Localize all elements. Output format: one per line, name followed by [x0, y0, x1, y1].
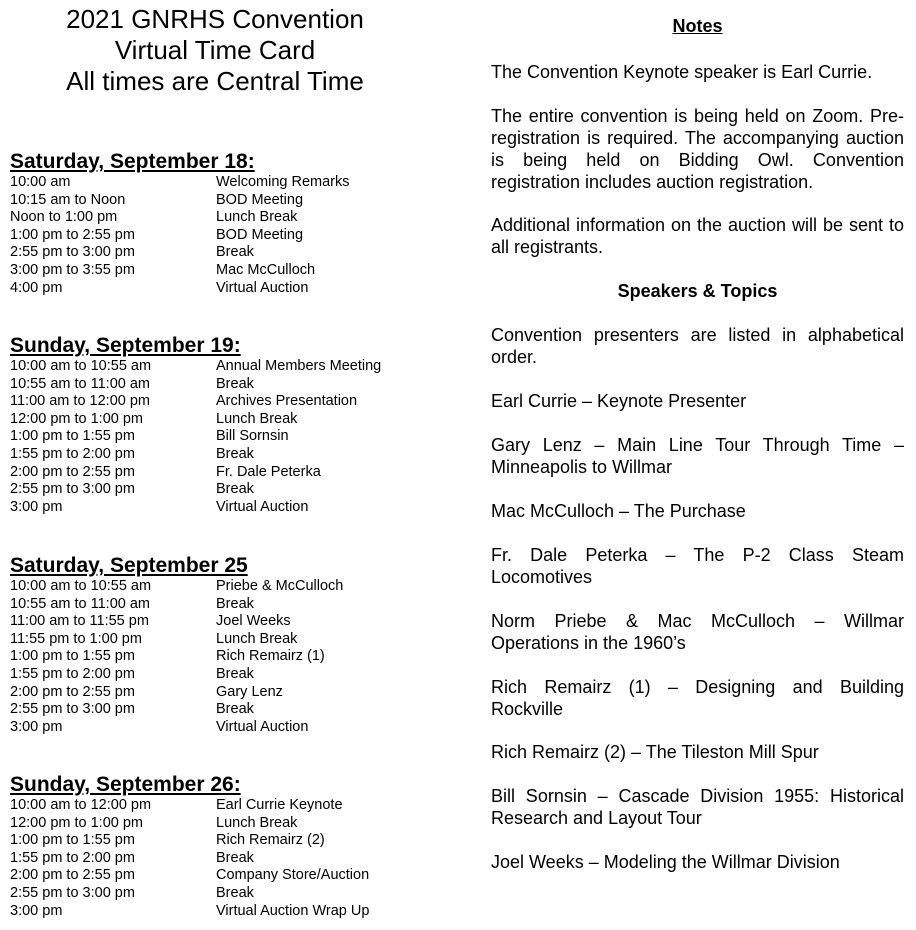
schedule-row	[10, 280, 460, 298]
row-event: Joel Weeks	[216, 613, 291, 630]
schedule-day-sep18	[10, 150, 460, 297]
row-time: 1:55 pm to 2:00 pm	[10, 445, 135, 462]
row-event: Company Store/Auction	[216, 867, 370, 884]
notes-heading: Notes	[672, 16, 723, 36]
row-event: Break	[216, 849, 254, 866]
row-event: Virtual Auction	[216, 498, 309, 515]
schedule-row	[10, 666, 460, 684]
row-time: 10:00 am	[10, 174, 71, 190]
schedule-row	[10, 209, 460, 227]
schedule-row	[10, 850, 460, 868]
speakers-intro: Convention presenters are listed in alphabetical order.	[491, 325, 904, 367]
row-event: BOD Meeting	[216, 226, 304, 243]
row-time: 3:00 pm	[10, 902, 63, 919]
row-event: Break	[216, 244, 254, 261]
title-line: All times are Central Time	[66, 66, 364, 96]
schedule-row	[10, 358, 460, 376]
schedule-row	[10, 499, 460, 517]
row-event: Rich Remairz (1)	[216, 648, 325, 665]
row-time: 1:00 pm to 1:55 pm	[10, 428, 135, 445]
speaker-item: Joel Weeks – Modeling the Willmar Division	[491, 852, 840, 872]
row-time: 1:00 pm to 2:55 pm	[10, 226, 135, 243]
schedule-row	[10, 244, 460, 262]
page-title	[10, 4, 420, 97]
schedule-row	[10, 446, 460, 464]
row-time: 10:15 am to Noon	[10, 191, 126, 208]
schedule-row	[10, 481, 460, 499]
row-time: 3:00 pm to 3:55 pm	[10, 261, 135, 278]
schedule-row	[10, 262, 460, 280]
row-event: Lunch Break	[216, 209, 298, 226]
row-event: Lunch Break	[216, 410, 298, 427]
notes-paragraph: Additional information on the auction will be sent to all registrants.	[491, 215, 904, 257]
row-time: 2:55 pm to 3:00 pm	[10, 481, 135, 498]
speaker-item: Bill Sornsin – Cascade Division 1955: Historical Research and Layout Tour	[491, 786, 904, 828]
row-time: 2:55 pm to 3:00 pm	[10, 884, 135, 901]
row-event: Break	[216, 375, 254, 392]
row-time: 11:55 pm to 1:00 pm	[10, 630, 142, 647]
schedule-row	[10, 174, 460, 192]
row-event: Break	[216, 884, 254, 901]
schedule-row	[10, 648, 460, 666]
row-event: Welcoming Remarks	[216, 174, 350, 190]
speaker-item: Norm Priebe & Mac McCulloch – Willmar Operations in the 1960’s	[491, 611, 904, 653]
row-time: 1:00 pm to 1:55 pm	[10, 832, 135, 849]
row-time: 11:00 am to 11:55 pm	[10, 613, 149, 630]
row-time: Noon to 1:00 pm	[10, 209, 118, 226]
row-event: Lunch Break	[216, 814, 298, 831]
row-event: Virtual Auction Wrap Up	[216, 902, 370, 919]
speaker-item: Rich Remairz (1) – Designing and Building Rockville	[491, 677, 904, 719]
row-event: Break	[216, 665, 254, 682]
row-event: Archives Presentation	[216, 393, 358, 410]
schedule-row	[10, 227, 460, 245]
schedule-row	[10, 684, 460, 702]
schedule-day-sep19	[10, 334, 460, 516]
speaker-item: Rich Remairz (2) – The Tileston Mill Spur	[491, 742, 819, 762]
row-time: 1:55 pm to 2:00 pm	[10, 849, 135, 866]
schedule-row	[10, 596, 460, 614]
schedule-row	[10, 464, 460, 482]
schedule-row	[10, 428, 460, 446]
row-time: 11:00 am to 12:00 pm	[10, 393, 150, 410]
notes-paragraph: The Convention Keynote speaker is Earl Currie.	[491, 62, 873, 82]
row-time: 12:00 pm to 1:00 pm	[10, 410, 143, 427]
schedule-row	[10, 376, 460, 394]
row-event: Lunch Break	[216, 630, 298, 647]
speakers-heading: Speakers & Topics	[617, 281, 778, 301]
row-event: Bill Sornsin	[216, 428, 289, 445]
row-event: Earl Currie Keynote	[216, 797, 343, 813]
row-time: 2:00 pm to 2:55 pm	[10, 683, 135, 700]
schedule-row	[10, 411, 460, 429]
day-heading: Saturday, September 25	[10, 554, 248, 577]
schedule-row	[10, 903, 460, 921]
row-time: 3:00 pm	[10, 718, 63, 735]
schedule-row	[10, 885, 460, 903]
title-line: Virtual Time Card	[114, 35, 316, 65]
schedule-row	[10, 867, 460, 885]
row-time: 2:55 pm to 3:00 pm	[10, 701, 135, 718]
schedule-day-sep26	[10, 773, 460, 920]
row-time: 2:00 pm to 2:55 pm	[10, 867, 135, 884]
row-time: 10:00 am to 12:00 pm	[10, 797, 152, 813]
row-event: Mac McCulloch	[216, 261, 316, 278]
row-time: 1:55 pm to 2:00 pm	[10, 665, 135, 682]
title-line: 2021 GNRHS Convention	[66, 4, 364, 34]
row-time: 2:00 pm to 2:55 pm	[10, 463, 135, 480]
row-time: 12:00 pm to 1:00 pm	[10, 814, 143, 831]
row-event: Break	[216, 481, 254, 498]
schedule-row	[10, 815, 460, 833]
row-event: Virtual Auction	[216, 279, 309, 296]
schedule-row	[10, 393, 460, 411]
schedule-row	[10, 192, 460, 210]
speaker-item: Earl Currie – Keynote Presenter	[491, 391, 747, 411]
speaker-item: Fr. Dale Peterka – The P-2 Class Steam Locomotives	[491, 545, 904, 587]
day-heading: Sunday, September 26:	[10, 773, 241, 796]
row-time: 3:00 pm	[10, 498, 63, 515]
day-heading: Sunday, September 19:	[10, 334, 241, 357]
schedule-row	[10, 701, 460, 719]
schedule-row	[10, 832, 460, 850]
row-event: Break	[216, 701, 254, 718]
speaker-item: Mac McCulloch – The Purchase	[491, 501, 746, 521]
row-event: BOD Meeting	[216, 191, 304, 208]
notes-paragraph: The entire convention is being held on Zoom. Pre-registration is required. The accompanying auction is being held on Bidding Owl. Convention registration includes auction registration.	[491, 106, 904, 192]
row-time: 4:00 pm	[10, 279, 63, 296]
schedule-row	[10, 719, 460, 737]
row-time: 1:00 pm to 1:55 pm	[10, 648, 135, 665]
row-time: 10:55 am to 11:00 am	[10, 375, 150, 392]
row-event: Annual Members Meeting	[216, 358, 382, 374]
schedule-row	[10, 797, 460, 815]
speaker-item: Gary Lenz – Main Line Tour Through Time – Minneapolis to Willmar	[491, 435, 904, 477]
row-event: Gary Lenz	[216, 683, 283, 700]
row-time: 10:55 am to 11:00 am	[10, 595, 150, 612]
schedule-row	[10, 631, 460, 649]
day-heading: Saturday, September 18:	[10, 150, 255, 173]
row-time: 10:00 am to 10:55 am	[10, 358, 152, 374]
row-time: 10:00 am to 10:55 am	[10, 578, 152, 594]
row-time: 2:55 pm to 3:00 pm	[10, 244, 135, 261]
row-event: Rich Remairz (2)	[216, 832, 325, 849]
schedule-row	[10, 578, 460, 596]
schedule-row	[10, 613, 460, 631]
row-event: Break	[216, 595, 254, 612]
row-event: Break	[216, 445, 254, 462]
row-event: Virtual Auction	[216, 718, 309, 735]
schedule-day-sep25	[10, 554, 460, 736]
row-event: Priebe & McCulloch	[216, 578, 344, 594]
row-event: Fr. Dale Peterka	[216, 463, 321, 480]
